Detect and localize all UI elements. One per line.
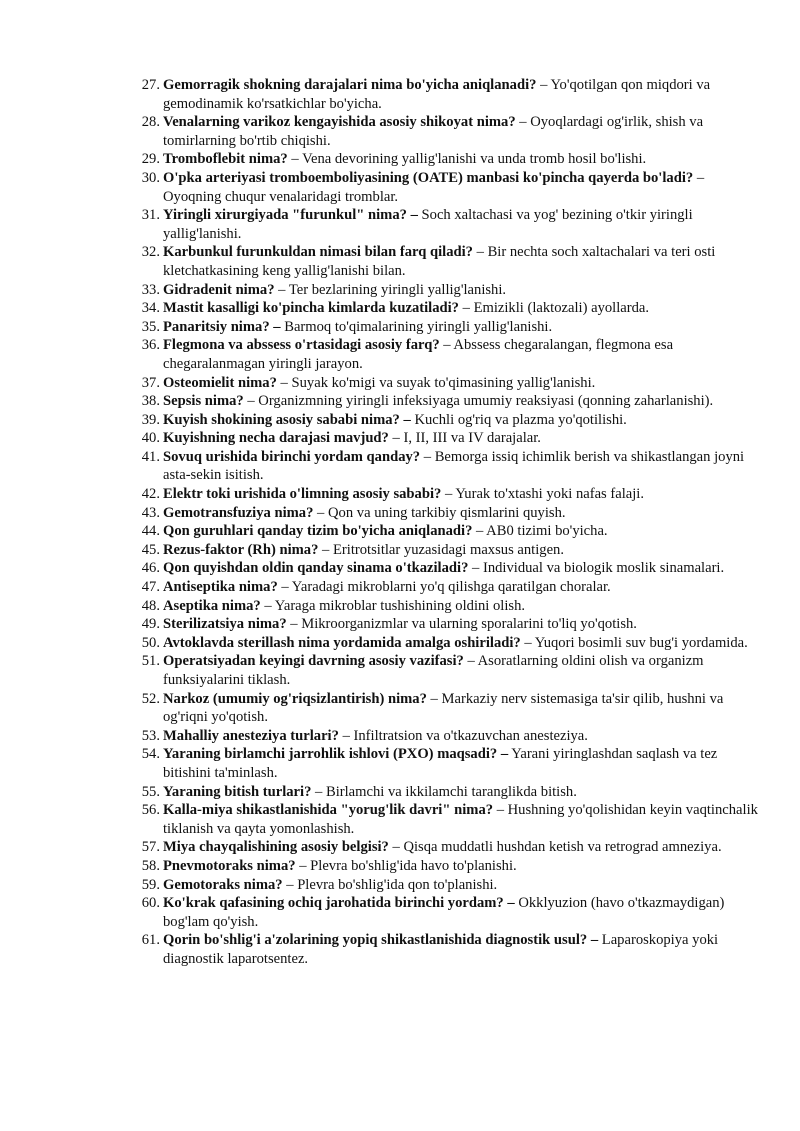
question-text: Ko'krak qafasining ochiq jarohatida birinchi yordam? – [163, 895, 515, 912]
list-item [0, 374, 760, 393]
list-item [0, 745, 760, 782]
item-number: 27. [141, 77, 160, 93]
list-item [0, 429, 760, 448]
item-number: 38. [141, 393, 160, 410]
question-text: Operatsiyadan keyingi davrning asosiy vazifasi? [163, 653, 464, 670]
answer-text: – Yo'qotilgan qon miqdori va gemodinamik ko'rsatkichlar bo'yicha. [163, 77, 711, 112]
answer-text: – Vena devorining yallig'lanishi va unda tromb hosil bo'lishi. [287, 151, 647, 168]
item-number: 45. [141, 541, 160, 558]
list-item [0, 894, 760, 931]
answer-text: – Mikroorganizmlar va ularning sporalarini to'liq yo'qotish. [286, 616, 637, 633]
list-item [0, 243, 760, 280]
question-answer-list [0, 76, 760, 969]
question-text: Mastit kasalligi ko'pincha kimlarda kuzatiladi? [163, 300, 459, 317]
item-number: 51. [141, 653, 160, 670]
item-number: 42. [141, 486, 160, 503]
answer-text: – Markaziy nerv sistemasiga ta'sir qilib, hushni va og'riqni yo'qotish. [163, 690, 724, 726]
list-item [0, 634, 760, 653]
question-text: Avtoklavda sterillash nima yordamida amalga oshiriladi? [163, 634, 521, 651]
answer-text: – Individual va biologik moslik sinamalari. [468, 560, 725, 577]
item-number: 40. [141, 430, 160, 447]
question-text: Yiringli xirurgiyada "furunkul" nima? – [163, 207, 418, 224]
question-text: Yaraning birlamchi jarrohlik ishlovi (PXO) maqsadi? – [163, 746, 509, 763]
item-number: 43. [141, 504, 160, 521]
list-item [0, 522, 760, 541]
item-number: 39. [141, 411, 160, 428]
list-item [0, 801, 760, 838]
question-text: Tromboflebit nima? [163, 151, 288, 168]
question-text: Flegmona va abssess o'rtasidagi asosiy farq? [163, 337, 440, 354]
answer-text: – Yaradagi mikroblarni yo'q qilishga qaratilgan choralar. [277, 579, 611, 596]
list-item [0, 485, 760, 504]
item-number: 60. [141, 895, 160, 912]
question-text: Venalarning varikoz kengayishida asosiy shikoyat nima? [163, 114, 516, 131]
question-text: Yaraning bitish turlari? [163, 783, 312, 800]
answer-text: – Plevra bo'shlig'ida havo to'planishi. [295, 857, 517, 874]
answer-text: – Infiltratsion va o'tkazuvchan anesteziya. [338, 727, 588, 744]
item-number: 32. [141, 244, 160, 261]
answer-text: – Abssess chegaralangan, flegmona esa chegaralanmagan yiringli jarayon. [163, 337, 674, 372]
list-item [0, 652, 760, 689]
list-item [0, 411, 760, 430]
question-text: Qon quyishdan oldin qanday sinama o'tkaziladi? [163, 560, 469, 577]
question-text: Kuyish shokining asosiy sababi nima? – [163, 411, 411, 428]
list-item [0, 541, 760, 560]
answer-text: – Eritrotsitlar yuzasidagi maxsus antigen. [318, 541, 564, 558]
item-number: 47. [141, 579, 160, 596]
answer-text: – Birlamchi va ikkilamchi taranglikda bitish. [311, 783, 577, 800]
item-number: 34. [141, 300, 160, 317]
answer-text: – I, II, III va IV darajalar. [388, 430, 541, 447]
answer-text: Kuchli og'riq va plazma yo'qotilishi. [410, 411, 627, 428]
question-text: Qorin bo'shlig'i a'zolarining yopiq shikastlanishida diagnostik usul? – [163, 932, 599, 949]
answer-text: – Qon va uning tarkibiy qismlarini quyish. [313, 504, 566, 521]
question-text: Mahalliy anesteziya turlari? [163, 727, 339, 744]
question-text: O'pka arteriyasi tromboemboliyasining (OATE) manbasi ko'pincha qayerda bo'ladi? [163, 169, 694, 186]
question-text: Qon guruhlari qanday tizim bo'yicha aniqlanadi? [163, 523, 473, 540]
answer-text: – Plevra bo'shlig'ida qon to'planishi. [282, 876, 498, 893]
answer-text: – Oyoqning chuqur venalaridagi tromblar. [163, 169, 705, 205]
list-item [0, 281, 760, 300]
answer-text: – Ter bezlarining yiringli yallig'lanishi. [274, 281, 507, 298]
item-number: 50. [141, 634, 160, 651]
item-number: 59. [141, 876, 160, 893]
list-item [0, 392, 760, 411]
list-item [0, 597, 760, 616]
question-text: Karbunkul furunkuldan nimasi bilan farq qiladi? [163, 244, 473, 261]
item-number: 31. [141, 207, 160, 224]
answer-text: – Yaraga mikroblar tushishining oldini olish. [260, 597, 526, 614]
answer-text: Okklyuzion (havo o'tkazmaydigan) bog'lam qo'yish. [163, 895, 725, 930]
list-item [0, 690, 760, 727]
item-number: 49. [141, 616, 160, 633]
question-text: Kuyishning necha darajasi mavjud? [163, 430, 389, 447]
list-item [0, 559, 760, 578]
list-item [0, 504, 760, 523]
answer-text: – Emizikli (laktozali) ayollarda. [458, 300, 650, 317]
question-text: Miya chayqalishining asosiy belgisi? [163, 839, 389, 856]
item-number: 36. [141, 337, 160, 354]
item-number: 46. [141, 560, 160, 577]
item-number: 54. [141, 746, 160, 763]
answer-text: – Hushning yo'qolishidan keyin vaqtinchalik tiklanish va qayta yomonlashish. [163, 802, 758, 837]
answer-text: – Bir nechta soch xaltachalari va teri osti kletchatkasining keng yallig'lanishi bilan. [163, 244, 716, 279]
question-text: Pnevmotoraks nima? [163, 857, 296, 874]
item-number: 30. [141, 169, 160, 186]
answer-text: – AB0 tizimi bo'yicha. [472, 523, 608, 540]
list-item [0, 318, 760, 337]
answer-text: – Asoratlarning oldini olish va organizm funksiyalarini tiklash. [163, 653, 704, 688]
answer-text: – Oyoqlardagi og'irlik, shish va tomirlarning bo'rtib chiqishi. [163, 114, 704, 149]
question-text: Panaritsiy nima? – [163, 318, 281, 335]
list-item [0, 931, 760, 968]
question-text: Aseptika nima? [163, 597, 261, 614]
item-number: 56. [141, 802, 160, 819]
item-number: 29. [141, 151, 160, 168]
question-text: Kalla-miya shikastlanishida "yorug'lik davri" nima? [163, 802, 494, 819]
list-item [0, 857, 760, 876]
list-item [0, 336, 760, 373]
item-number: 44. [141, 523, 160, 540]
list-item [0, 727, 760, 746]
list-item [0, 876, 760, 895]
answer-text: Soch xaltachasi va yog' bezining o'tkir yiringli yallig'lanishi. [163, 207, 693, 242]
answer-text: – Qisqa muddatli hushdan ketish va retrograd amneziya. [388, 839, 722, 856]
answer-text: Yarani yiringlashdan saqlash va tez bitishini ta'minlash. [163, 746, 718, 781]
question-text: Gemotoraks nima? [163, 876, 283, 893]
answer-text: Barmoq to'qimalarining yiringli yallig'lanishi. [280, 318, 553, 335]
item-number: 53. [141, 727, 160, 744]
item-number: 28. [141, 114, 160, 131]
question-text: Sovuq urishida birinchi yordam qanday? [163, 448, 421, 465]
list-item [0, 448, 760, 485]
question-text: Antiseptika nima? [163, 579, 278, 596]
question-text: Rezus-faktor (Rh) nima? [163, 541, 319, 558]
question-text: Narkoz (umumiy og'riqsizlantirish) nima? [163, 690, 427, 707]
list-item [0, 206, 760, 243]
item-number: 52. [141, 690, 160, 707]
list-item [0, 169, 760, 206]
list-item [0, 113, 760, 150]
list-item [0, 150, 760, 169]
item-number: 41. [141, 448, 160, 465]
question-text: Elektr toki urishida o'limning asosiy sababi? [163, 486, 442, 503]
answer-text: – Yurak to'xtashi yoki nafas falaji. [441, 486, 645, 503]
list-item [0, 578, 760, 597]
question-text: Gemotransfuziya nima? [163, 504, 314, 521]
answer-text: Laparoskopiya yoki diagnostik laparotsentez. [163, 932, 719, 967]
list-item [0, 783, 760, 802]
list-item [0, 838, 760, 857]
item-number: 37. [141, 374, 160, 391]
item-number: 58. [141, 857, 160, 874]
question-text: Gemorragik shokning darajalari nima bo'yicha aniqlanadi? [163, 77, 537, 93]
answer-text: – Organizmning yiringli infeksiyaga umumiy reaksiyasi (qonning zaharlanishi). [243, 393, 714, 410]
list-item [0, 76, 760, 113]
answer-text: – Bemorga issiq ichimlik berish va shikastlangan joyni asta-sekin isitish. [163, 448, 745, 484]
list-item [0, 299, 760, 318]
item-number: 61. [141, 932, 160, 949]
answer-text: – Suyak ko'migi va suyak to'qimasining yallig'lanishi. [276, 374, 596, 391]
item-number: 55. [141, 783, 160, 800]
question-text: Gidradenit nima? [163, 281, 275, 298]
question-text: Sepsis nima? [163, 393, 244, 410]
question-text: Osteomielit nima? [163, 374, 277, 391]
list-item [0, 615, 760, 634]
item-number: 48. [141, 597, 160, 614]
answer-text: – Yuqori bosimli suv bug'i yordamida. [520, 634, 748, 651]
item-number: 57. [141, 839, 160, 856]
item-number: 35. [141, 318, 160, 335]
item-number: 33. [141, 281, 160, 298]
question-text: Sterilizatsiya nima? [163, 616, 287, 633]
